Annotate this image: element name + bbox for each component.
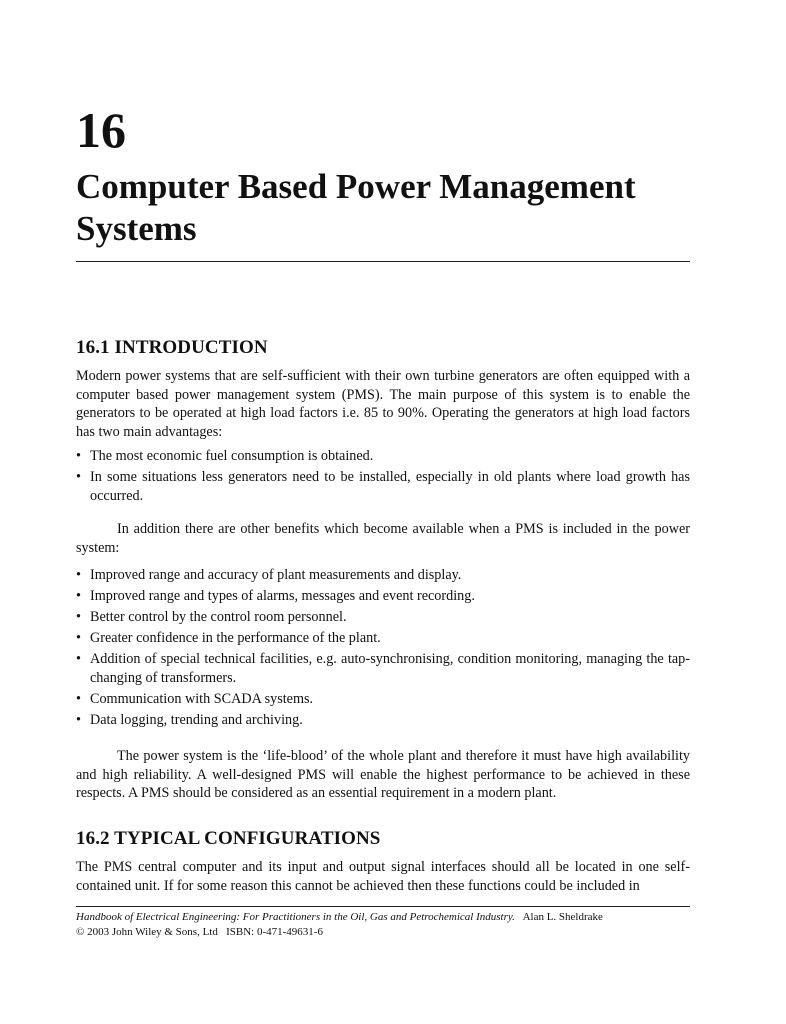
copyright: © 2003 John Wiley & Sons, Ltd <box>76 926 218 938</box>
bullet-icon: • <box>76 609 81 625</box>
intro-paragraph-3: The power system is the ‘life-blood’ of the whole plant and therefore it must have high availability and high reliability. A well-designed PMS will enable the highest performance to be achieved in these respects. A PMS should be considered as an essential requirement in a modern plant. <box>76 748 690 801</box>
chapter-number: 16 <box>76 102 126 158</box>
list-item: • Communication with SCADA systems. <box>76 690 314 707</box>
book-author: Alan L. Sheldrake <box>522 911 603 923</box>
bullet-icon: • <box>76 690 81 707</box>
intro-paragraph-2: In addition there are other benefits which become available when a PMS is included in the power system: <box>76 521 690 556</box>
list-item: • Improved range and accuracy of plant measurements and display. <box>76 567 462 583</box>
section-heading-introduction: 16.1 INTRODUCTION <box>76 337 268 358</box>
isbn: ISBN: 0-471-49631-6 <box>226 926 323 938</box>
bullet-icon: • <box>76 448 81 464</box>
list-item: • Better control by the control room personnel. <box>76 609 347 625</box>
list-item: • In some situations less generators need to be installed, especially in old plants where load growth has occurred. <box>76 469 690 504</box>
intro-paragraph-1: Modern power systems that are self-sufficient with their own turbine generators are often equipped with a computer based power management system (PMS). The main purpose of this system is to enable the generators to be operated at high load factors i.e. 85 to 90%. Operating the generators at high load factors has two main advantages: <box>76 368 690 440</box>
advantages-list <box>76 447 690 508</box>
chapter-title: Computer Based Power Management Systems <box>76 167 636 248</box>
page-footer <box>76 910 690 940</box>
bullet-icon: • <box>76 469 81 485</box>
list-item: • Greater confidence in the performance of the plant. <box>76 630 381 646</box>
list-item: • The most economic fuel consumption is obtained. <box>76 448 374 464</box>
list-item: • Improved range and types of alarms, messages and event recording. <box>76 588 475 604</box>
bullet-icon: • <box>76 630 81 646</box>
bullet-icon: • <box>76 651 81 667</box>
footer-citation-line <box>76 910 690 925</box>
chapter-divider <box>76 261 690 262</box>
bullet-icon: • <box>76 567 81 583</box>
section-heading-typical-configurations: 16.2 TYPICAL CONFIGURATIONS <box>76 828 381 849</box>
bullet-icon: • <box>76 711 81 728</box>
configurations-paragraph-1: The PMS central computer and its input and output signal interfaces should all be located in one self-contained unit. If for some reason this cannot be achieved then these functions could be included in <box>76 859 690 894</box>
footer-divider <box>76 906 690 907</box>
list-item: • Addition of special technical facilities, e.g. auto-synchronising, condition monitoring, managing the tap-changing of transformers. <box>76 651 690 686</box>
bullet-icon: • <box>76 588 81 604</box>
list-item: • Data logging, trending and archiving. <box>76 711 303 728</box>
book-title: Handbook of Electrical Engineering: For Practitioners in the Oil, Gas and Petrochemical Industry. <box>76 911 515 923</box>
benefits-list <box>76 566 690 732</box>
footer-copyright-line <box>76 925 690 940</box>
